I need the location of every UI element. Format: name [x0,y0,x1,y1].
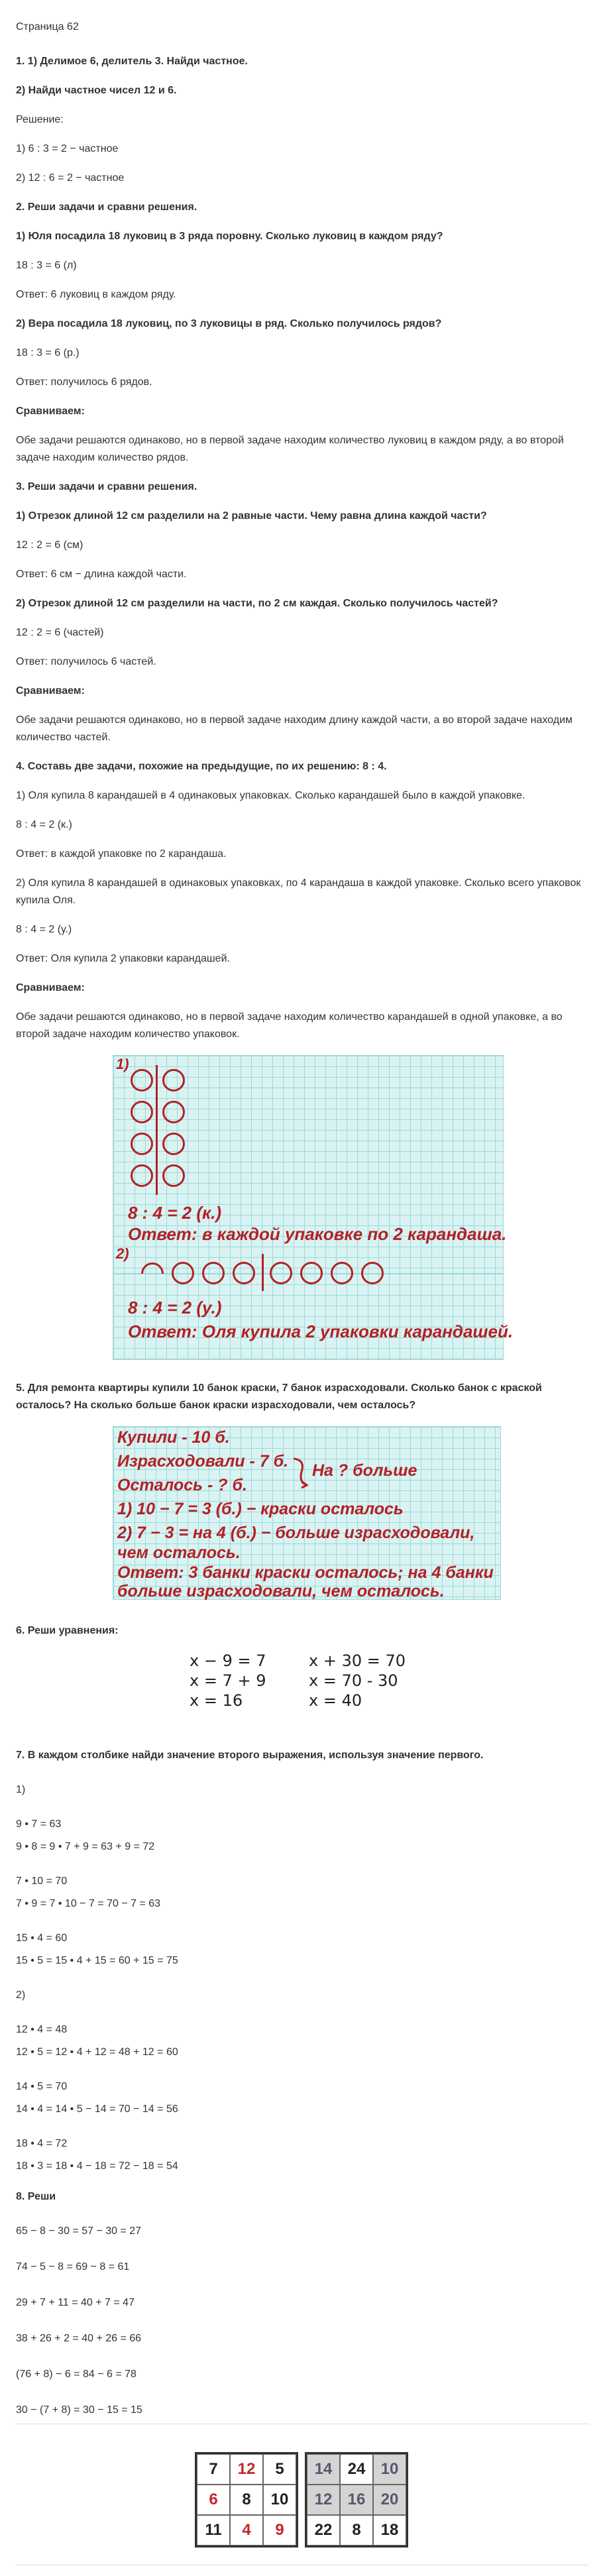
task2-answer2: Ответ: получилось 6 рядов. [16,376,152,388]
pencil-circle [162,1133,185,1155]
task8-line: 38 + 26 + 2 = 40 + 26 = 66 [16,2333,142,2344]
task8-line: 74 − 5 − 8 = 69 − 8 = 61 [16,2261,130,2272]
equation-left-2: x = 7 + 9 [190,1671,266,1690]
figure-label-2: 2) [116,1245,129,1262]
task3-problem1: 1) Отрезок длиной 12 см разделили на 2 равные части. Чему равна длина каждой части? [16,510,487,522]
task3-solution2: 12 : 2 = 6 (частей) [16,627,104,638]
square-cell: 4 [230,2515,263,2546]
task7-part2: 2) [16,1989,26,2001]
task3-compare-label: Сравниваем: [16,685,85,697]
task7-line: 9 • 8 = 9 • 7 + 9 = 63 + 9 = 72 [16,1841,155,1852]
pencil-circle [162,1164,185,1187]
task7-line: 7 • 10 = 70 [16,1876,68,1887]
task5-title: 5. Для ремонта квартиры купили 10 банок краски, 7 банок израсходовали. Сколько банок с краской осталось? На сколько больше банок краски израсходовали, чем осталось? [16,1382,542,1411]
equations-block [16,1652,589,1731]
task2-compare: Обе задачи решаются одинаково, но в первой задаче находим количество луковиц в каждом ряду, а во второй задаче находим количество рядов. [16,435,564,463]
square-cell: 18 [373,2515,406,2546]
figure-equation-2: 8 : 4 = 2 (у.) [128,1298,222,1317]
task3-title: 3. Реши задачи и сравни решения. [16,481,197,492]
fig5-answer: Ответ: 3 банки краски осталось; на 4 банки [117,1563,494,1582]
square-cell: 8 [340,2515,373,2546]
task4-solution1: 8 : 4 = 2 (к.) [16,819,72,830]
pencil-circle [162,1069,185,1092]
page-title: Страница 62 [16,21,79,32]
square-cell: 10 [263,2485,296,2515]
task2-title: 2. Реши задачи и сравни решения. [16,201,197,213]
square-cell: 7 [197,2454,230,2485]
paint-figure [113,1426,501,1600]
square-cell: 14 [307,2454,340,2485]
pencil-circle [300,1262,323,1284]
task2-compare-label: Сравниваем: [16,406,85,417]
task7-title: 7. В каждом столбике найди значение второго выражения, используя значение первого. [16,1750,484,1761]
pencil-circle [233,1262,255,1284]
figure-equation-1: 8 : 4 = 2 (к.) [128,1203,222,1223]
task8-line: 30 − (7 + 8) = 30 − 15 = 15 [16,2404,142,2416]
task7-line: 14 • 4 = 14 • 5 − 14 = 70 − 14 = 56 [16,2103,178,2115]
task2-problem2: 2) Вера посадила 18 луковиц, по 3 луковицы в ряд. Сколько получилось рядов? [16,318,442,329]
pencil-circle [131,1164,153,1187]
task4-problem1: 1) Оля купила 8 карандашей в 4 одинаковых упаковках. Сколько карандашей было в каждой упаковке. [16,790,525,801]
task4-answer1: Ответ: в каждой упаковке по 2 карандаша. [16,848,227,860]
task2-answer1: Ответ: 6 луковиц в каждом ряду. [16,289,176,300]
figure-answer-1: Ответ: в каждой упаковке по 2 карандаша. [128,1224,507,1244]
pencil-circle [131,1101,153,1123]
task3-answer2: Ответ: получилось 6 частей. [16,656,156,667]
task4-compare-label: Сравниваем: [16,982,85,993]
pencil-circle [202,1262,225,1284]
task1-solution1: 1) 6 : 3 = 2 − частное [16,143,119,154]
fig5-step2: 2) 7 − 3 = на 4 (б.) − больше израсходовали, [117,1524,475,1542]
divider-line [156,1065,158,1195]
square-cell: 10 [373,2454,406,2485]
pencils-figure-part2 [113,1274,514,1360]
task7-line: 12 • 5 = 12 • 4 + 12 = 48 + 12 = 60 [16,2046,178,2058]
task7-line: 14 • 5 = 70 [16,2081,68,2092]
task8-line: 29 + 7 + 11 = 40 + 7 = 47 [16,2297,135,2308]
square-cell: 8 [230,2485,263,2515]
task1-question1: 1. 1) Делимое 6, делитель 3. Найди частное. [16,56,248,67]
pencil-circle [131,1069,153,1092]
equation-right-3: x = 40 [309,1691,362,1710]
fig5-note: На ? больше [312,1461,417,1480]
fig5-bought: Купили - 10 б. [117,1428,230,1447]
task7-part1: 1) [16,1784,26,1795]
task7-line: 12 • 4 = 48 [16,2024,68,2035]
task2-solution2: 18 : 3 = 6 (р.) [16,347,80,359]
task4-problem2: 2) Оля купила 8 карандашей в одинаковых упаковках, по 4 карандаша в каждой упаковке. Сколько всего упаковок купила Оля. [16,877,581,906]
task4-answer2: Ответ: Оля купила 2 упаковки карандашей. [16,953,230,964]
square-cell: 5 [263,2454,296,2485]
task4-title: 4. Составь две задачи, похожие на предыдущие, по их решению: 8 : 4. [16,761,387,772]
magic-square-right [305,2452,408,2548]
brace-arrow-icon [291,1456,311,1489]
square-cell: 20 [373,2485,406,2515]
square-cell: 24 [340,2454,373,2485]
pencil-circle [172,1262,194,1284]
pencil-circle [361,1262,384,1284]
task3-problem2: 2) Отрезок длиной 12 см разделили на части, по 2 см каждая. Сколько получилось частей? [16,598,498,609]
magic-square-left [195,2452,298,2548]
fig5-step2-cont: чем осталось. [117,1543,241,1562]
fig5-left: Осталось - ? б. [117,1476,247,1494]
equation-right-2: x = 70 - 30 [309,1671,398,1690]
pencil-circle [162,1101,185,1123]
pencil-circle [331,1262,353,1284]
square-cell: 11 [197,2515,230,2546]
square-cell: 22 [307,2515,340,2546]
divider-line [262,1254,264,1291]
equation-left-3: x = 16 [190,1691,243,1710]
task1-question2: 2) Найди частное чисел 12 и 6. [16,85,177,96]
task4-solution2: 8 : 4 = 2 (у.) [16,924,72,935]
task3-compare: Обе задачи решаются одинаково, но в первой задаче находим длину каждой части, а во второй задаче находим количество частей. [16,714,573,743]
task3-answer1: Ответ: 6 см − длина каждой части. [16,569,187,580]
task8-line: 65 − 8 − 30 = 57 − 30 = 27 [16,2225,142,2237]
task8-line: (76 + 8) − 6 = 84 − 6 = 78 [16,2369,137,2380]
figure-answer-2: Ответ: Оля купила 2 упаковки карандашей. [128,1321,514,1341]
fig5-used: Израсходовали - 7 б. [117,1452,289,1471]
equation-left-1: x − 9 = 7 [190,1652,266,1670]
task7-line: 15 • 4 = 60 [16,1932,68,1944]
square-cell: 12 [230,2454,263,2485]
pencils-figure [113,1055,507,1274]
task8-title: 8. Реши [16,2191,56,2202]
fig5-step1: 1) 10 − 7 = 3 (б.) − краски осталось [117,1500,404,1518]
task6-title: 6. Реши уравнения: [16,1625,119,1636]
task3-solution1: 12 : 2 = 6 (см) [16,539,83,551]
square-cell: 9 [263,2515,296,2546]
pencil-circle [270,1262,292,1284]
square-cell: 16 [340,2485,373,2515]
task7-line: 15 • 5 = 15 • 4 + 15 = 60 + 15 = 75 [16,1955,178,1966]
task7-line: 9 • 7 = 63 [16,1819,62,1830]
task4-compare: Обе задачи решаются одинаково, но в первой задаче находим количество карандашей в одной упаковке, а во второй задаче находим количество упаковок. [16,1011,563,1040]
figure-label-1: 1) [116,1056,129,1072]
task7-line: 18 • 4 = 72 [16,2138,68,2149]
task2-solution1: 18 : 3 = 6 (л) [16,260,77,271]
pencil-circle [131,1133,153,1155]
task7-line: 7 • 9 = 7 • 10 − 7 = 70 − 7 = 63 [16,1898,161,1909]
task2-problem1: 1) Юля посадила 18 луковиц в 3 ряда поровну. Сколько луковиц в каждом ряду? [16,231,443,242]
task1-solution2: 2) 12 : 6 = 2 − частное [16,172,125,184]
equation-right-1: x + 30 = 70 [309,1652,406,1670]
square-cell: 12 [307,2485,340,2515]
task7-line: 18 • 3 = 18 • 4 − 18 = 72 − 18 = 54 [16,2160,178,2172]
square-cell: 6 [197,2485,230,2515]
solution-label: Решение: [16,114,64,125]
fig5-answer-cont: больше израсходовали, чем осталось. [117,1582,445,1600]
